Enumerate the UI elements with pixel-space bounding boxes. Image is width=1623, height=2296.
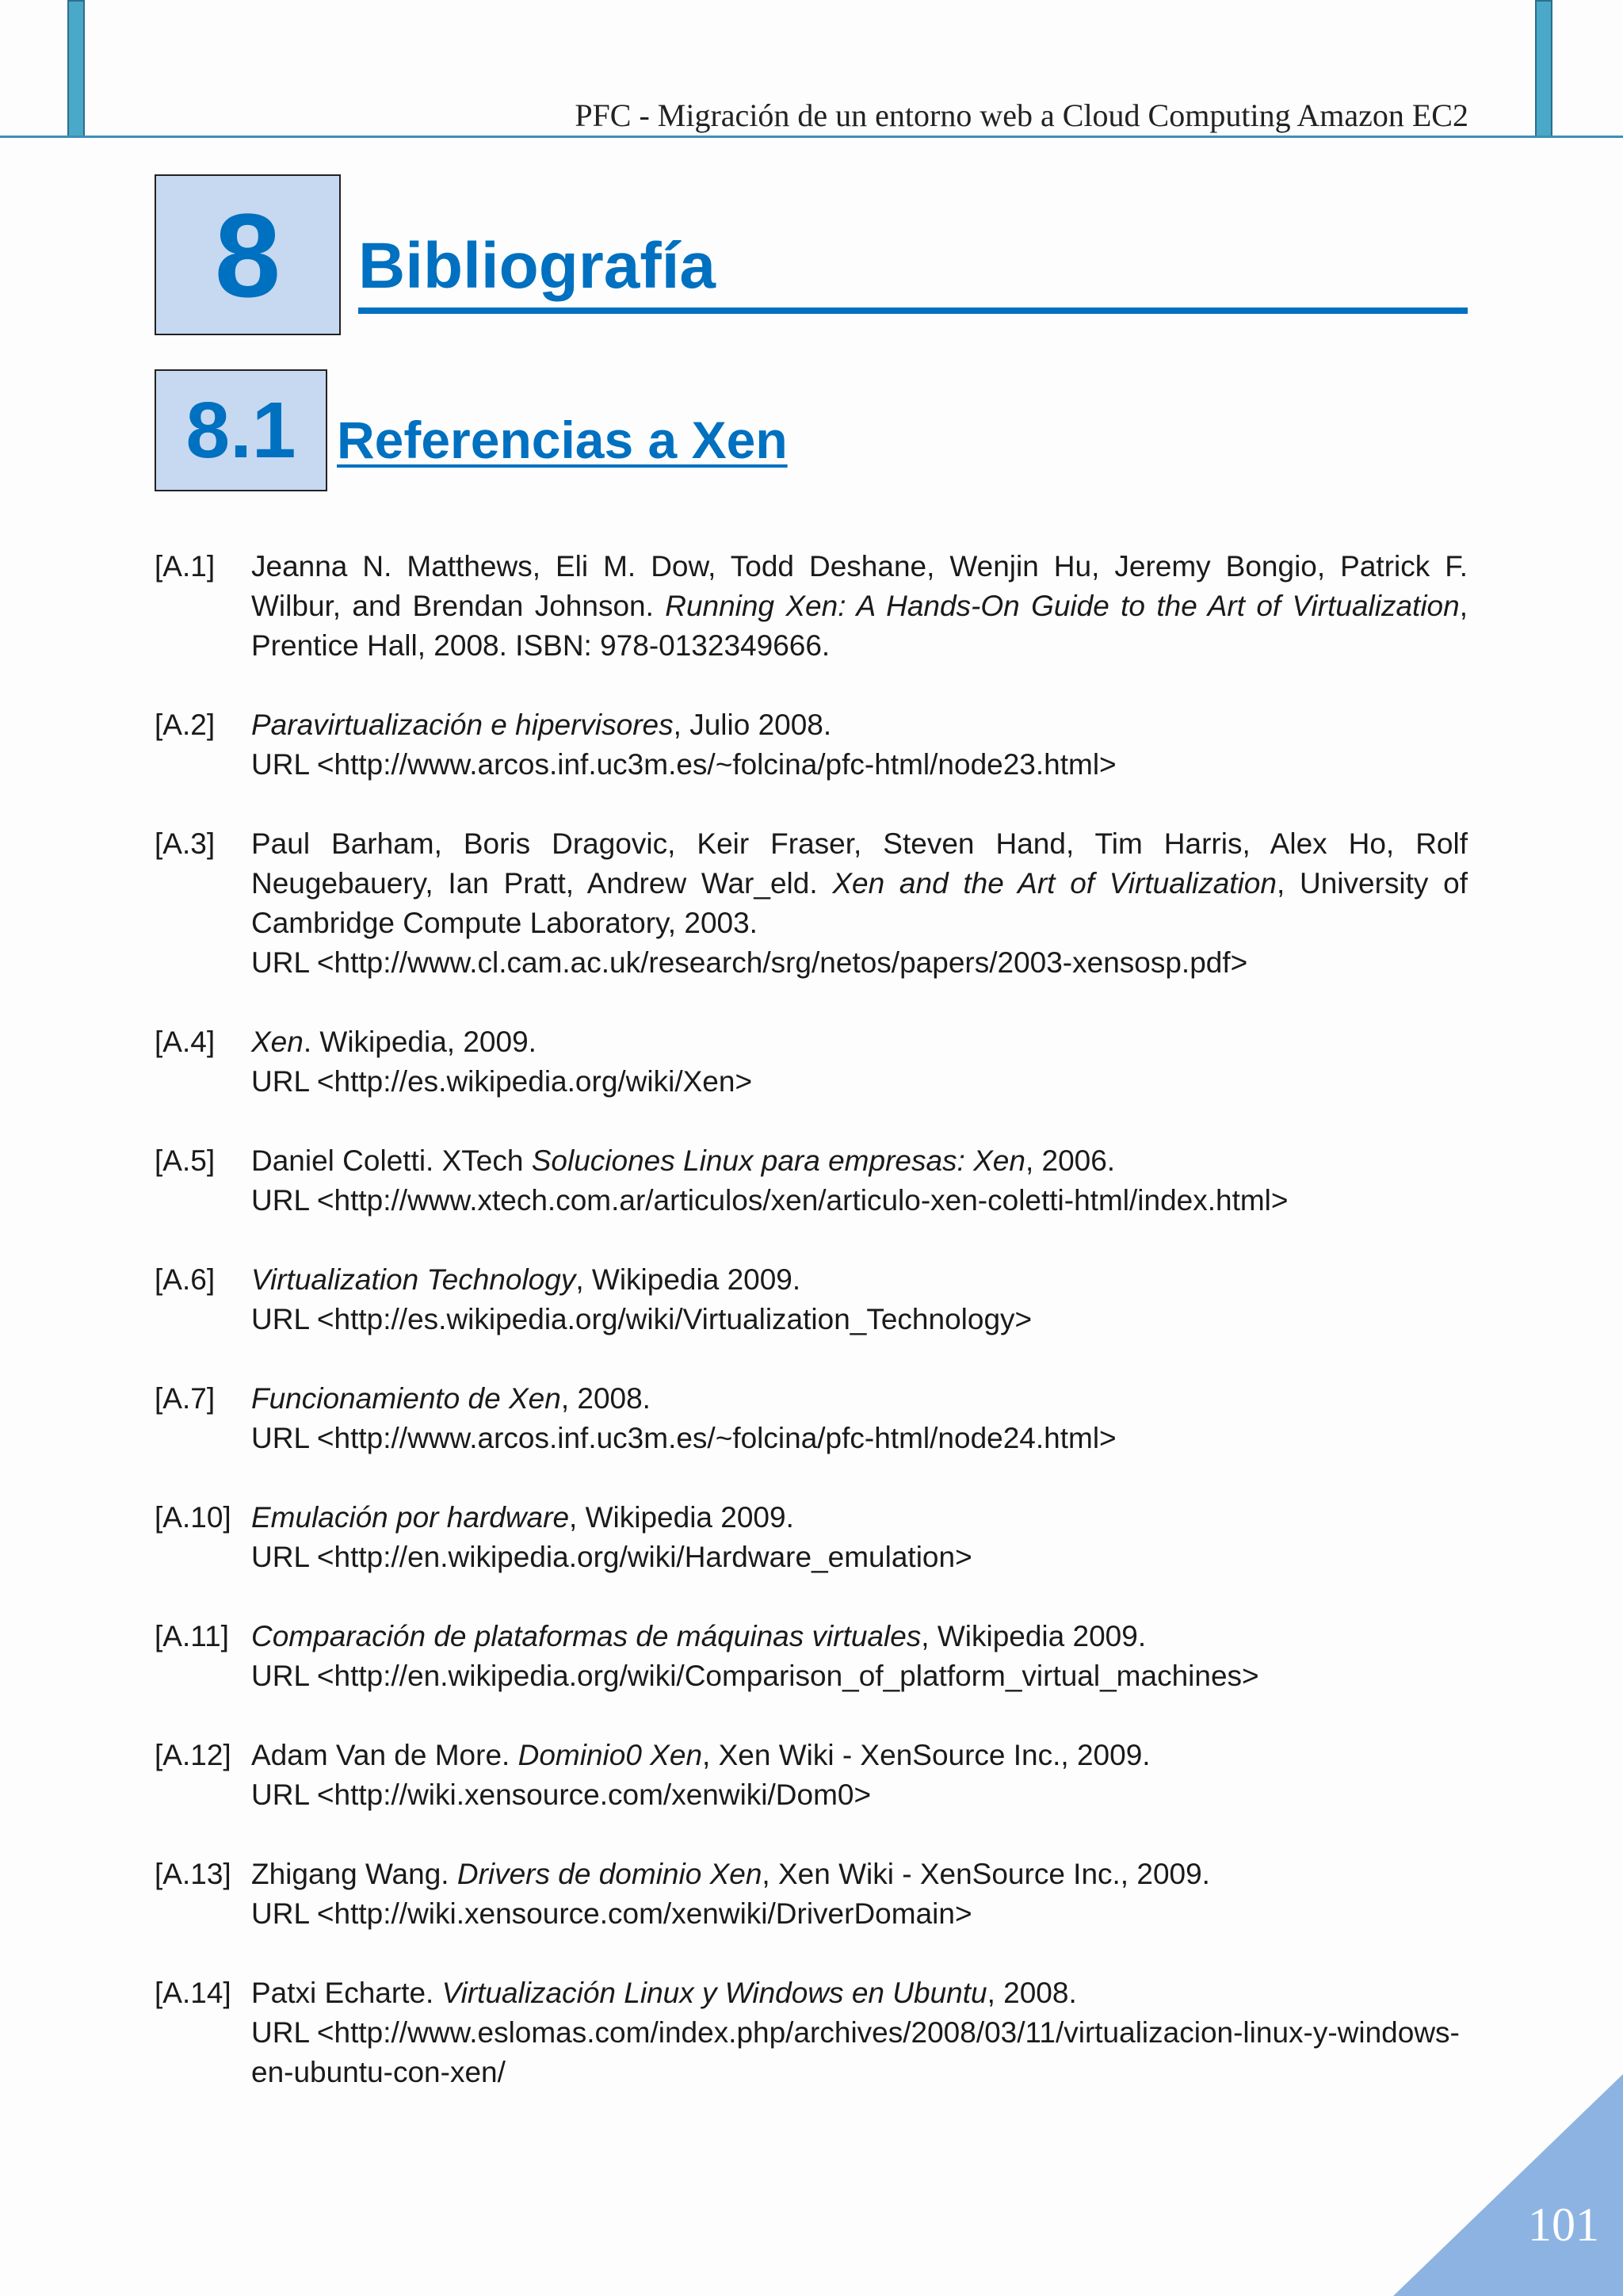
section-number: 8.1 <box>185 386 296 475</box>
reference-url[interactable]: URL <http://www.arcos.inf.uc3m.es/~folcina/pfc-html/node23.html> <box>251 748 1117 781</box>
reference-authors: Paul Barham, Boris Dragovic, Keir Fraser, Steven Hand, Tim Harris, Alex Ho, Rolf Neugebauery, Ian Pratt, Andrew War_eld. <box>251 827 1468 900</box>
reference-citation <box>251 1379 1468 1419</box>
reference-authors: Daniel Coletti. XTech <box>251 1144 532 1177</box>
reference-body <box>251 1260 1468 1339</box>
section-title: Referencias a Xen <box>337 411 788 469</box>
reference-publication: , Julio 2008. <box>673 709 832 741</box>
reference-label: [A.14] <box>155 1977 231 2009</box>
reference-label: [A.10] <box>155 1501 231 1534</box>
reference-title: Paravirtualización e hipervisores <box>251 709 674 741</box>
reference-label: [A.13] <box>155 1858 231 1890</box>
reference-authors: Zhigang Wang. <box>251 1858 457 1890</box>
reference-publication: , Xen Wiki - XenSource Inc., 2009. <box>702 1739 1151 1771</box>
reference-publication: , Prentice Hall, 2008. ISBN: 978-0132349666. <box>251 590 1468 662</box>
reference-citation <box>251 1022 1468 1062</box>
reference-publication: , Xen Wiki - XenSource Inc., 2009. <box>762 1858 1210 1890</box>
reference-label: [A.3] <box>155 827 216 860</box>
reference-publication: , University of Cambridge Compute Laboratory, 2003. <box>251 867 1468 939</box>
page-corner-triangle <box>1393 2074 1623 2296</box>
reference-entry <box>155 1617 1468 1696</box>
reference-authors: Patxi Echarte. <box>251 1977 442 2009</box>
reference-url[interactable]: URL <http://es.wikipedia.org/wiki/Xen> <box>251 1065 753 1098</box>
reference-url[interactable]: URL <http://es.wikipedia.org/wiki/Virtualization_Technology> <box>251 1303 1033 1335</box>
reference-body <box>251 1617 1468 1696</box>
reference-url[interactable]: URL <http://en.wikipedia.org/wiki/Comparison_of_platform_virtual_machines> <box>251 1660 1259 1692</box>
reference-entry <box>155 1379 1468 1458</box>
reference-citation <box>251 547 1468 666</box>
reference-citation <box>251 1617 1468 1656</box>
reference-label: [A.7] <box>155 1382 216 1415</box>
reference-label: [A.1] <box>155 550 216 583</box>
reference-body <box>251 1379 1468 1458</box>
reference-body <box>251 1973 1468 2092</box>
reference-list <box>155 547 1468 2132</box>
chapter-number-box <box>155 174 341 335</box>
reference-entry <box>155 1736 1468 1815</box>
header-rule <box>0 136 1623 138</box>
reference-publication: , Wikipedia 2009. <box>569 1501 794 1534</box>
reference-body <box>251 1498 1468 1577</box>
reference-title: Dominio0 Xen <box>517 1739 703 1771</box>
reference-label: [A.2] <box>155 709 216 741</box>
header-tab-left <box>67 0 85 138</box>
reference-title: Virtualization Technology <box>251 1263 576 1296</box>
reference-body <box>251 1855 1468 1934</box>
reference-title: Xen and the Art of Virtualization <box>832 867 1277 900</box>
reference-entry <box>155 1022 1468 1102</box>
reference-citation <box>251 1855 1468 1894</box>
reference-body <box>251 1022 1468 1102</box>
reference-label: [A.4] <box>155 1026 216 1058</box>
reference-body <box>251 547 1468 666</box>
reference-title: Xen <box>251 1026 304 1058</box>
reference-url[interactable]: URL <http://www.cl.cam.ac.uk/research/srg/netos/papers/2003-xensosp.pdf> <box>251 946 1248 979</box>
reference-url[interactable]: URL <http://en.wikipedia.org/wiki/Hardware_emulation> <box>251 1541 972 1573</box>
running-header-title: PFC - Migración de un entorno web a Cloud Computing Amazon EC2 <box>575 97 1468 133</box>
section-number-box <box>155 369 327 491</box>
reference-url[interactable]: URL <http://wiki.xensource.com/xenwiki/Dom0> <box>251 1778 872 1811</box>
reference-title: Drivers de dominio Xen <box>456 1858 762 1890</box>
reference-entry <box>155 547 1468 666</box>
reference-publication: , Wikipedia 2009. <box>575 1263 801 1296</box>
reference-title: Comparación de plataformas de máquinas virtuales <box>251 1620 922 1652</box>
chapter-number: 8 <box>214 188 281 322</box>
reference-entry <box>155 824 1468 983</box>
reference-label: [A.12] <box>155 1739 231 1771</box>
reference-citation <box>251 1973 1468 2013</box>
reference-body <box>251 824 1468 983</box>
reference-entry <box>155 1973 1468 2092</box>
reference-url[interactable]: URL <http://www.arcos.inf.uc3m.es/~folcina/pfc-html/node24.html> <box>251 1422 1117 1454</box>
reference-authors: Adam Van de More. <box>251 1739 518 1771</box>
reference-entry <box>155 1855 1468 1934</box>
reference-publication: , 2008. <box>987 1977 1077 2009</box>
reference-authors: Jeanna N. Matthews, Eli M. Dow, Todd Deshane, Wenjin Hu, Jeremy Bongio, Patrick F. Wilbur, and Brendan Johnson. <box>251 550 1468 622</box>
reference-body <box>251 705 1468 785</box>
reference-entry <box>155 1141 1468 1221</box>
reference-label: [A.11] <box>155 1620 229 1652</box>
reference-publication: , 2008. <box>560 1382 651 1415</box>
reference-body <box>251 1736 1468 1815</box>
reference-entry <box>155 1260 1468 1339</box>
page-number: 101 <box>1528 2199 1599 2251</box>
reference-body <box>251 1141 1468 1221</box>
reference-citation <box>251 1141 1468 1181</box>
reference-url[interactable]: URL <http://www.eslomas.com/index.php/archives/2008/03/11/virtualizacion-linux-y-windows-en-ubuntu-con-xen/ <box>251 2016 1460 2088</box>
reference-label: [A.5] <box>155 1144 216 1177</box>
reference-citation <box>251 824 1468 943</box>
reference-publication: . Wikipedia, 2009. <box>303 1026 537 1058</box>
reference-title: Running Xen: A Hands-On Guide to the Art of Virtualization <box>665 590 1460 622</box>
reference-url[interactable]: URL <http://wiki.xensource.com/xenwiki/DriverDomain> <box>251 1897 972 1930</box>
reference-title: Emulación por hardware <box>251 1501 570 1534</box>
reference-citation <box>251 705 1468 745</box>
header-tab-right <box>1535 0 1552 138</box>
reference-citation <box>251 1260 1468 1300</box>
reference-entry <box>155 705 1468 785</box>
reference-title: Soluciones Linux para empresas: Xen <box>531 1144 1025 1177</box>
reference-url[interactable]: URL <http://www.xtech.com.ar/articulos/xen/articulo-xen-coletti-html/index.html> <box>251 1184 1289 1217</box>
reference-publication: , 2006. <box>1025 1144 1116 1177</box>
reference-entry <box>155 1498 1468 1577</box>
reference-title: Virtualización Linux y Windows en Ubuntu <box>441 1977 987 2009</box>
chapter-title: Bibliografía <box>358 230 716 302</box>
reference-citation <box>251 1736 1468 1775</box>
chapter-title-rule <box>358 308 1468 314</box>
reference-publication: , Wikipedia 2009. <box>921 1620 1147 1652</box>
reference-label: [A.6] <box>155 1263 216 1296</box>
reference-citation <box>251 1498 1468 1538</box>
reference-title: Funcionamiento de Xen <box>251 1382 561 1415</box>
